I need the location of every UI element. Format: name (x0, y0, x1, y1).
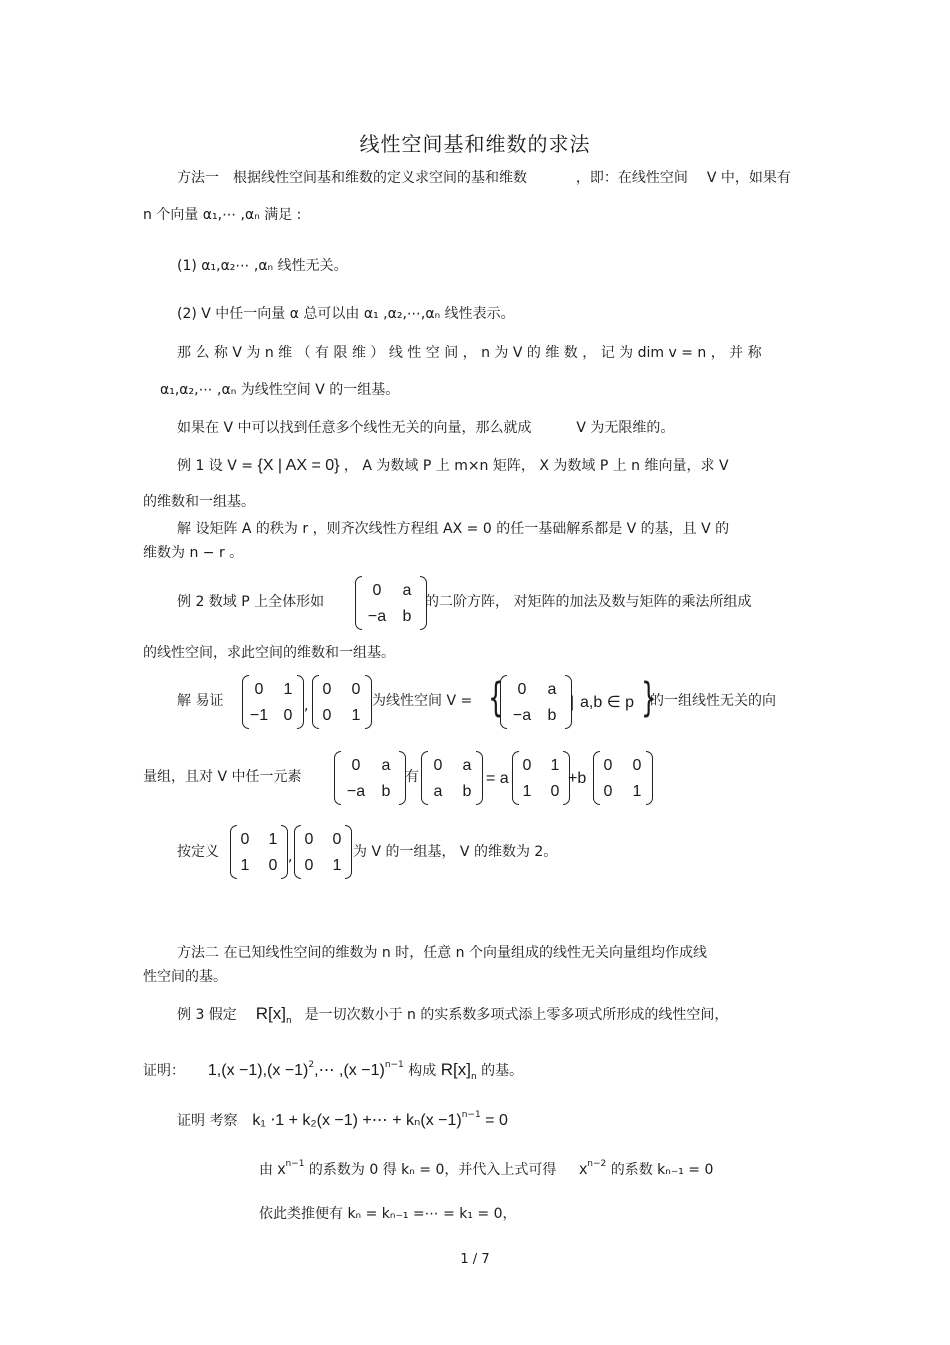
method1-line1-b: ，即：在线性空间 (575, 170, 688, 186)
method2-line2: 性空间的基。 (143, 969, 227, 985)
example2-solution-line3-b: 为 V 的一组基， V 的维数为 2。 (353, 844, 558, 860)
linear-combination: k₁ ⋅1 + k₂(x −1) +⋯ + kₙ(x −1) (252, 1112, 462, 1129)
example3-q-a: 例 3 假定 (177, 1007, 237, 1023)
infinite-dim-line (177, 418, 674, 438)
definition-line1: 那 么 称 V 为 n 维 （ 有 限 维 ） 线 性 空 间 ， n 为 V 的 维 数 ， 记 为 dim v = n ， 并 称 (177, 345, 762, 361)
matrix-e1: 0 1 1 0 (512, 751, 570, 805)
example2-solution-a: 解 易证 (177, 693, 224, 709)
infinite-dim-b: V 为无限维的。 (576, 420, 675, 436)
method1-line1-c: V 中，如果有 (706, 170, 791, 186)
example2-solution-line3-a: 按定义 (177, 844, 219, 860)
condition-1: (1) α₁,α₂⋯ ,αₙ 线性无关。 (177, 258, 348, 274)
example2-solution-b: 为线性空间 V = (372, 693, 473, 709)
basis-polynomials: 1,(x −1),(x −1) (207, 1062, 309, 1079)
equals-a: = a (486, 770, 509, 787)
example2-solution-d: 的一组线性无关的向 (650, 693, 776, 709)
method2-line1: 方法二 在已知线性空间的维数为 n 时，任意 n 个向量组成的线性无关向量组均作成线 (177, 945, 707, 961)
document-page: 线性空间基和维数的求法 方法一 根据线性空间基和维数的定义求空间的基和维数 ，即：在线性空间 V 中，如果有 n 个向量 α₁,⋯ ,αₙ 满足 : (1) α₁,α₂⋯ ,αₙ 线性无关。 (2) V 中任一向量 α 总可以由 α₁ ,α₂,⋯,αₙ 线性表示。 那 么 称 V 为 n 维 （ 有 限 维 ） 线 性 空 间 ， n 为 V 的 维 数 ， 记 为 dim v = n ， 并 称 α₁,α₂,⋯ ,αₙ 为线性空间 V 的一组基。 如果在 V 中可以找到任意多个线性无关的向量，那么就成 V 为无限维的。 例 1 设 V = {X | AX = 0} ， A 为数域 P 上 m×n 矩阵， X 为数域 P 上 n 维向量，求 V 的维数和一组基。 解 设矩阵 A 的秩为 r ，则齐次线性方程组 AX = 0 的任一基础解系都是 V 的基，且 V 的 维数为 n − r 。 例 2 数域 P 上全体形如 0 a −a b 的二阶方阵， 对矩阵的加法及数与矩阵的乘法所组成 的线性空间，求此空间的维数和一组基。 解 易证 0 1 −1 0 , 0 0 0 1 为线性空间 V = { 0 a −a b | a,b ∈ p } 的一组线性无关的向 量组，且对 V 中任一元素 0 a −a b 有 0 a a b = a 0 1 1 0 +b 0 0 0 1 按定义 0 1 1 0 , 0 0 0 1 为 V 的一组基， V 的维数为 2。 方法二 在已知线性空间的维数为 n 时，任意 n 个向量组成的线性无关向量组均作成线 性空间的基。 例 3 假定 $R[x]_n$ 是一切次数小于 n 的实系数多项式添上零多项式所形成的线性空间， 证明： $1,(x -1),(x -1)^2,\cdots$ $,(x -1)^{n-1}$ 构成 $R[x]_n$ 的基。 证明 考察 k₁ ⋅1 + k₂(x −1) +⋯ + $k_n(x -1)^{n-1} = 0$ 由 $x^{n-1}$ 的系数为 0 得 kₙ = 0，并代入上式可得 $x^{n-2}$ 的系数 kₙ₋₁ = 0 依此类推便有 kₙ = kₙ₋₁ =⋯ = k₁ = 0， 1 / 7 (0, 0, 950, 1345)
matrix-final-1: 0 1 1 0 (230, 825, 288, 879)
matrix-generic-set: 0 a −a b (500, 675, 572, 729)
matrix-basis-1: 0 1 −1 0 (242, 675, 304, 729)
method1-line2: n 个向量 α₁,⋯ ,αₙ 满足 : (143, 207, 302, 223)
proof-line3: 依此类推便有 kₙ = kₙ₋₁ =⋯ = k₁ = 0， (259, 1206, 517, 1222)
plus-b: +b (568, 770, 587, 787)
matrix-final-2: 0 0 0 1 (294, 825, 352, 879)
condition-2: (2) V 中任一向量 α 总可以由 α₁ ,α₂,⋯,αₙ 线性表示。 (177, 306, 515, 322)
example2-question-line2: 的线性空间，求此空间的维数和一组基。 (143, 645, 395, 661)
example1-solution-line1: 解 设矩阵 A 的秩为 r ，则齐次线性方程组 AX = 0 的任一基础解系都是 V 的基，且 V 的 (177, 521, 730, 537)
example1-solution-line2: 维数为 n − r 。 (143, 545, 244, 561)
example1-question-line1 (177, 456, 729, 476)
page-number: 1 / 7 (460, 1252, 490, 1267)
definition-line2: α₁,α₂,⋯ ,αₙ 为线性空间 V 的一组基。 (160, 382, 400, 398)
example1-question-line2: 的维数和一组基。 (143, 494, 255, 510)
example2-question-a: 例 2 数域 P 上全体形如 (177, 594, 325, 610)
page-title: 线性空间基和维数的求法 (359, 132, 591, 156)
matrix-ab: 0 a a b (421, 751, 483, 805)
example3-question-line1: 例 3 假定 $R[x]_n$ 是一切次数小于 n 的实系数多项式添上零多项式所形成的线性空间， (177, 1004, 729, 1026)
example3-q-b: 是一切次数小于 n 的实系数多项式添上零多项式所形成的线性空间， (304, 1007, 729, 1023)
matrix-element: 0 a −a b (334, 751, 406, 805)
matrix-basis-2: 0 0 0 1 (312, 675, 372, 729)
matrix-generic: 0 a −a b (355, 576, 427, 630)
set-condition: a,b ∈ p (580, 694, 634, 711)
method1-line1-a: 方法一 根据线性空间基和维数的定义求空间的基和维数 (177, 170, 527, 186)
matrix-e2: 0 0 0 1 (593, 751, 653, 805)
method1-line1 (177, 168, 791, 188)
example2-has: 有 (405, 769, 419, 785)
example3-question-line2: 证明： $1,(x -1),(x -1)^2,\cdots$ $,(x -1)^{n-1}$ 构成 $R[x]_n$ 的基。 (143, 1060, 524, 1082)
infinite-dim-a: 如果在 V 中可以找到任意多个线性无关的向量，那么就成 (177, 420, 532, 436)
proof-line2: 由 $x^{n-1}$ 的系数为 0 得 kₙ = 0，并代入上式可得 $x^{n-2}$ 的系数 kₙ₋₁ = 0 (259, 1159, 714, 1178)
example1-q-a: 例 1 设 V = (177, 458, 254, 474)
proof-line1: 证明 考察 k₁ ⋅1 + k₂(x −1) +⋯ + $k_n(x -1)^{n-1} = 0$ (177, 1110, 508, 1129)
example3-Rx: R[x] (255, 1004, 286, 1023)
example2-solution-line2-a: 量组，且对 V 中任一元素 (143, 769, 302, 785)
example3-prove: 证明： (143, 1063, 185, 1079)
example1-q-b: ， A 为数域 P 上 m×n 矩阵， X 为数域 P 上 n 维向量，求 V (343, 458, 729, 474)
example2-question-b: 的二阶方阵， 对矩阵的加法及数与矩阵的乘法所组成 (425, 594, 752, 610)
example1-set: {X | AX = 0} (257, 457, 340, 474)
